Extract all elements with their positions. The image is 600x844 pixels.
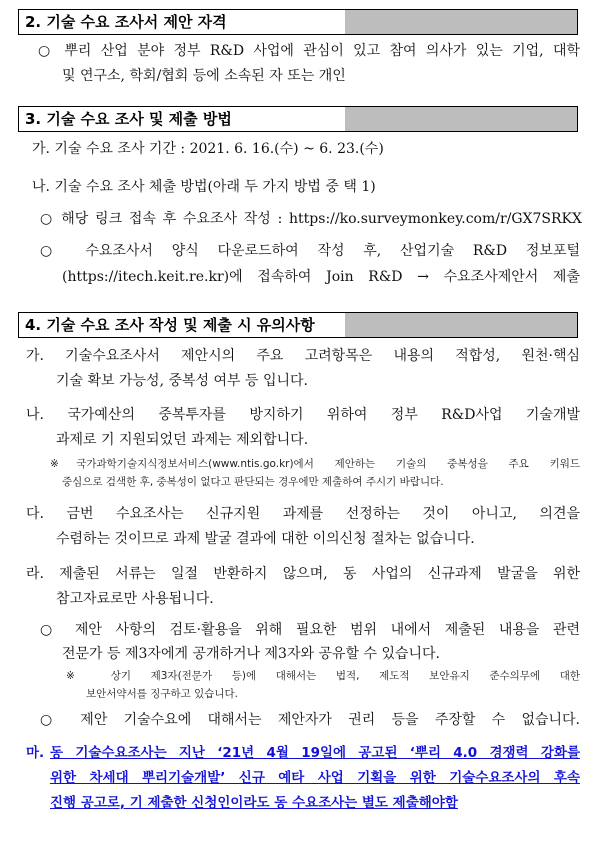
note-ma-label: 마. (26, 745, 45, 761)
third-party-note-line-1: ※ 상기 제3자(전문가 등)에 대해서는 법적, 제도적 보안유지 준수의무에 대한 (66, 670, 580, 682)
header-shade (345, 10, 577, 34)
highlight-line-1: 동 기술수요조사는 지난 ‘21년 4월 19일에 공고된 ‘뿌리 4.0 경쟁력 강화를 (50, 745, 580, 761)
review-usage-line-2: 전문가 등 제3자에게 공개하거나 제3자와 공유할 수 있습니다. (62, 646, 440, 662)
review-usage-line-1: ○ 제안 사항의 검토·활용을 위해 필요한 범위 내에서 제출된 내용을 관련 (40, 622, 580, 638)
ntis-note-line-2: 중심으로 검색한 후, 중복성이 없다고 판단되는 경우에만 제출하여 주시기 바랍니다. (62, 476, 444, 488)
note-na-line-1: 나. 국가예산의 중복투자를 방지하기 위하여 정부 R&D사업 기술개발 (26, 407, 580, 423)
note-ra-line-2: 참고자료로만 사용됩니다. (56, 591, 214, 607)
note-da-line-1: 다. 금번 수요조사는 신규지원 과제를 선정하는 것이 아니고, 의견을 (26, 506, 580, 522)
section-3-header (18, 106, 578, 132)
section-3-title: 3. 기술 수요 조사 및 제출 방법 (25, 110, 232, 128)
method-link-item: ○ 해당 링크 접속 후 수요조사 작성 : https://ko.surveymonkey.com/r/GX7SRKX (40, 211, 582, 227)
header-shade (345, 313, 577, 337)
survey-period: 가. 기술 수요 조사 기간 : 2021. 6. 16.(수) ~ 6. 23.(수) (32, 141, 384, 157)
eligibility-line-1: ○ 뿌리 산업 분야 정부 R&D 사업에 관심이 있고 참여 의사가 있는 기업, 대학 (38, 43, 580, 59)
header-shade (345, 107, 577, 131)
no-rights-claim: ○ 제안 기술수요에 대해서는 제안자가 권리 등을 주장할 수 없습니다. (40, 712, 580, 728)
section-4-header (18, 312, 578, 338)
note-ga-line-2: 기술 확보 가능성, 중복성 여부 등 입니다. (56, 373, 308, 389)
note-da-line-2: 수렴하는 것이므로 과제 발굴 결과에 대한 이의신청 절차는 없습니다. (56, 531, 475, 547)
eligibility-line-2: 및 연구소, 학회/협회 등에 소속된 자 또는 개인 (62, 68, 346, 84)
ntis-note-line-1: ※국가과학기술지식정보서비스(www.ntis.go.kr)에서 제안하는 기술의 중복성을 주요 키워드 (50, 458, 580, 470)
third-party-note-line-2: 보안서약서를 징구하고 있습니다. (86, 688, 239, 700)
highlight-line-3: 진행 공고로, 기 제출한 신청인이라도 동 수요조사는 별도 제출해야함 (50, 795, 458, 811)
section-2-title: 2. 기술 수요 조사서 제안 자격 (25, 13, 227, 31)
method-download-item-line-1: ○ 수요조사서 양식 다운로드하여 작성 후, 산업기술 R&D 정보포털 (40, 243, 580, 259)
submission-method: 나. 기술 수요 조사 체출 방법(아래 두 가지 방법 중 택 1) (32, 179, 376, 195)
section-2-header (18, 9, 578, 35)
highlight-line-2: 위한 차세대 뿌리기술개발’ 신규 예타 사업 기획을 위한 기술수요조사의 후속 (50, 770, 580, 786)
method-download-item-line-2: (https://itech.keit.re.kr)에 접속하여 Join R&D → 수요조사제안서 제출 (62, 269, 580, 285)
note-na-line-2: 과제로 기 지원되었던 과제는 제외합니다. (56, 432, 309, 448)
section-4-title: 4. 기술 수요 조사 작성 및 제출 시 유의사항 (25, 316, 315, 334)
note-ra-line-1: 라. 제출된 서류는 일절 반환하지 않으며, 동 사업의 신규과제 발굴을 위한 (26, 566, 580, 582)
note-ga-line-1: 가. 기술수요조사서 제안시의 주요 고려항목은 내용의 적합성, 원천·핵심 (26, 348, 580, 364)
